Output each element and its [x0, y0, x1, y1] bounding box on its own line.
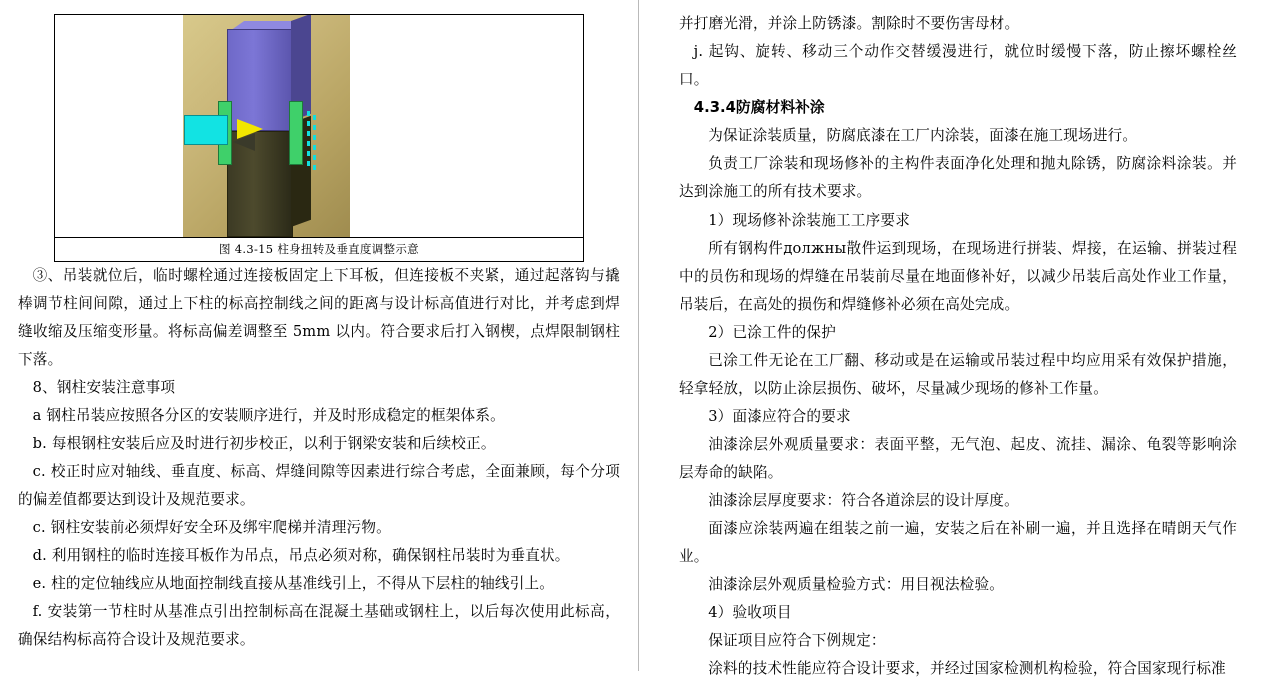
- paragraph: b. 每根钢柱安装后应及时进行初步校正，以利于钢梁安装和后续校正。: [32, 435, 496, 453]
- paragraph: a 钢柱吊装应按照各分区的安装顺序进行，并及时形成稳定的框架体系。: [32, 407, 505, 425]
- force-direction-arrow-icon: [233, 133, 255, 151]
- column-rotation-verticality-adjustment-diagram: [55, 15, 583, 237]
- paragraph: 所有钢构件должны散件运到现场，在现场进行拼装、焊接，在运输、拼装过程中的员伤和现场的焊缝在吊装前尽量在地面修补好，以减少吊装后高处作业工作量，吊装后，在高处的损伤和焊缝修补必须在高处完成。: [679, 239, 1237, 313]
- paragraph: 保证项目应符合下例规定：: [708, 631, 886, 649]
- paragraph: ③、吊装就位后，临时螺栓通过连接板固定上下耳板，但连接板不夹紧，通过起落钩与撬棒调节柱间间隙，通过上下柱的标高控制线之间的距离与设计标高值进行对比，并考虑到焊缝收缩及压缩变形量。将标高偏差调整至 5mm 以内。符合要求后打入钢楔，点焊限制钢柱下落。: [18, 267, 620, 369]
- upper-column-body: [227, 29, 293, 131]
- figure-container: [54, 14, 584, 262]
- left-column: [0, 0, 638, 671]
- paragraph: 已涂工件无论在工厂翻、移动或是在运输或吊装过程中均应用采有效保护措施，轻拿轻放，以防止涂层损伤、破坏，尽量减少现场的修补工作量。: [679, 351, 1237, 397]
- paragraph: c. 校正时应对轴线、垂直度、标高、焊缝间隙等因素进行综合考虑，全面兼顾，每个分项的偏差值都要达到设计及规范要求。: [18, 463, 620, 509]
- connection-plate-right: [289, 101, 303, 165]
- paragraph: e. 柱的定位轴线应从地面控制线直接从基准线引上，不得从下层柱的轴线引上。: [32, 575, 555, 593]
- figure-caption: 图 4.3-15 柱身扭转及垂直度调整示意: [55, 237, 583, 261]
- paragraph: 并打磨光滑，并涂上防锈漆。割除时不要伤害母材。: [679, 15, 1020, 32]
- paragraph: 油漆涂层外观质量检验方式：用目视法检验。: [708, 575, 1005, 593]
- vertical-reference-dashed-line: [307, 111, 310, 171]
- paragraph: 3）面漆应符合的要求: [708, 407, 851, 425]
- paragraph: f. 安装第一节柱时从基准点引出控制标高在混凝土基础或钢柱上，以后每次使用此标高，确保结构标高符合设计及规范要求。: [18, 603, 620, 649]
- paragraph: c. 钢柱安装前必须焊好安全环及绑牢爬梯并清理污物。: [32, 519, 391, 537]
- vertical-reference-dashed-line-2: [313, 115, 316, 171]
- paragraph: 涂料的技术性能应符合设计要求，并经过国家检测机构检验，符合国家现行标准: [708, 659, 1226, 677]
- paragraph: 2）已涂工件的保护: [708, 323, 837, 341]
- paragraph: j. 起钩、旋转、移动三个动作交替缓漫进行，就位时缓慢下落，防止擦坏螺栓丝口。: [679, 43, 1237, 89]
- paragraph: 4）验收项目: [708, 603, 792, 621]
- paragraph: 面漆应涂装两遍在组装之前一遍，安装之后在补刷一遍，并且选择在晴朗天气作业。: [679, 519, 1237, 565]
- paragraph: 负责工厂涂装和现场修补的主构件表面净化处理和抛丸除锈，防腐涂料涂装。并达到涂施工的所有技术要求。: [679, 155, 1237, 201]
- adjustment-tool-block: [184, 115, 228, 145]
- paragraph: 8、钢柱安装注意事项: [32, 379, 176, 397]
- paragraph: 为保证涂装质量，防腐底漆在工厂内涂装，面漆在施工现场进行。: [708, 127, 1138, 145]
- paragraph: d. 利用钢柱的临时连接耳板作为吊点，吊点必须对称，确保钢柱吊装时为垂直状。: [32, 547, 570, 565]
- section-heading: 4.3.4防腐材料补涂: [693, 99, 825, 117]
- paragraph: 1）现场修补涂装施工工序要求: [708, 211, 910, 229]
- paragraph: 油漆涂层外观质量要求：表面平整，无气泡、起皮、流挂、漏涂、龟裂等影响涂层寿命的缺陷。: [679, 435, 1237, 481]
- right-column: [639, 0, 1277, 677]
- paragraph: 油漆涂层厚度要求：符合各道涂层的设计厚度。: [708, 491, 1019, 509]
